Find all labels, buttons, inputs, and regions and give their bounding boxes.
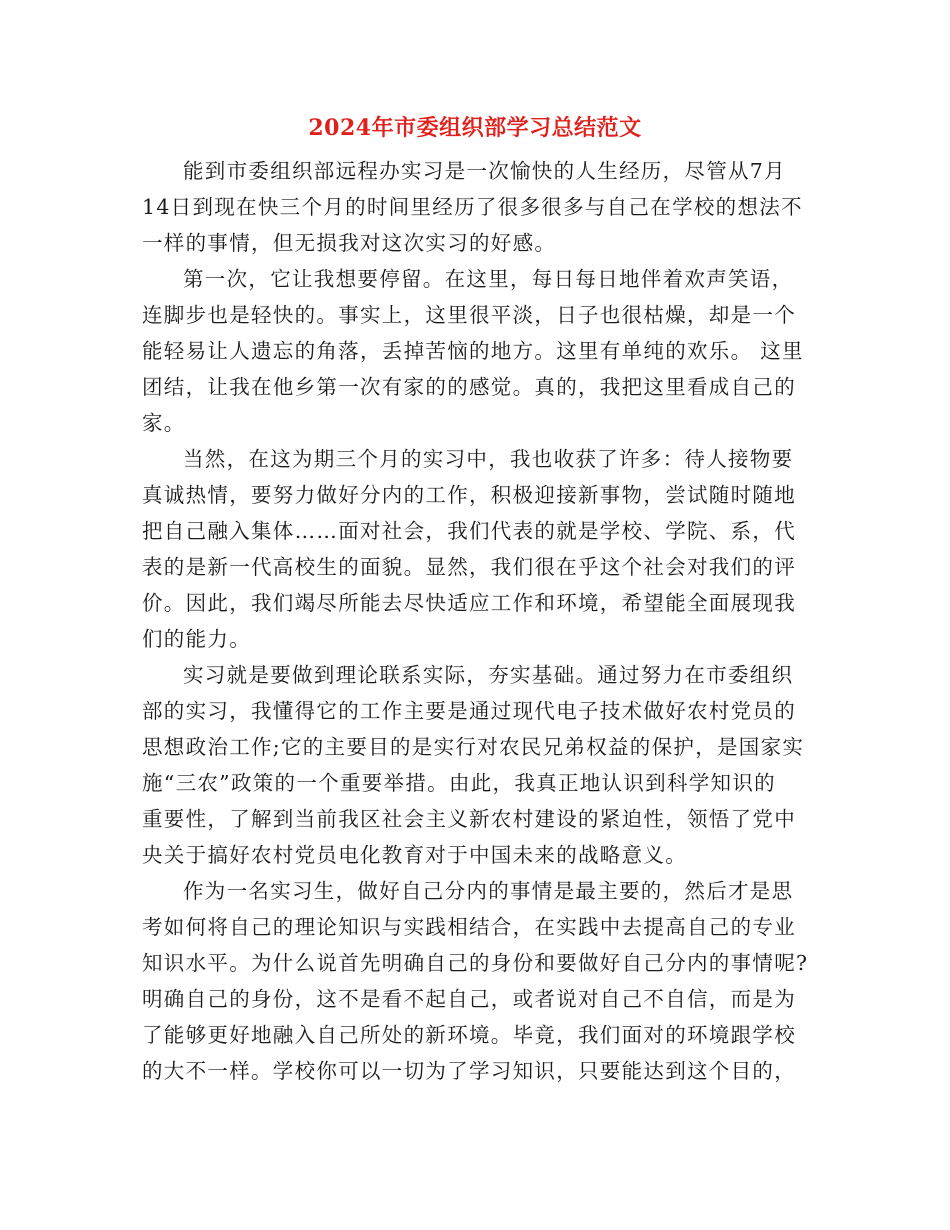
paragraph-2 xyxy=(142,261,802,441)
text-line: 14日到现在快三个月的时间里经历了很多很多与自己在学校的想法不 xyxy=(142,195,803,219)
text-line: 们的能力。 xyxy=(142,627,251,651)
text-line: 表的是新一代高校生的面貌。显然，我们很在乎这个社会对我们的评 xyxy=(142,555,796,579)
paragraph-3 xyxy=(142,441,802,657)
text-line: 考如何将自己的理论知识与实践相结合，在实践中去提高自己的专业 xyxy=(142,915,796,939)
text-line: 央关于搞好农村党员电化教育对于中国未来的战略意义。 xyxy=(142,843,687,867)
text-line: 重要性，了解到当前我区社会主义新农村建设的紧迫性，领悟了党中 xyxy=(142,807,796,831)
text-line: 知识水平。为什么说首先明确自己的身份和要做好自己分内的事情呢? xyxy=(142,951,809,975)
text-line: 家。 xyxy=(142,411,186,435)
text-line: 真诚热情，要努力做好分内的工作，积极迎接新事物，尝试随时随地 xyxy=(142,483,796,507)
text-line: 明确自己的身份，这不是看不起自己，或者说对自己不自信，而是为 xyxy=(142,987,796,1011)
paragraph-5 xyxy=(142,873,809,1089)
text-line: 一样的事情，但无损我对这次实习的好感。 xyxy=(142,231,557,255)
text-line: 把自己融入集体……面对社会，我们代表的就是学校、学院、系，代 xyxy=(142,519,796,543)
text-line: 能轻易让人遗忘的角落，丢掉苦恼的地方。这里有单纯的欢乐。 这里 xyxy=(142,339,804,363)
text-line: 第一次，它让我想要停留。在这里，每日每日地伴着欢声笑语， xyxy=(183,267,794,291)
text-line: 了能够更好地融入自己所处的新环境。毕竟，我们面对的环境跟学校 xyxy=(142,1023,796,1047)
text-line: 能到市委组织部远程办实习是一次愉快的人生经历，尽管从7月 xyxy=(183,159,786,183)
paragraph-1 xyxy=(142,153,802,261)
text-line: 部的实习，我懂得它的工作主要是通过现代电子技术做好农村党员的 xyxy=(142,699,796,723)
text-line: 施“三农”政策的一个重要举措。由此，我真正地认识到科学知识的 xyxy=(142,771,776,795)
text-line: 价。因此，我们竭尽所能去尽快适应工作和环境，希望能全面展现我 xyxy=(142,591,796,615)
text-line: 的大不一样。学校你可以一切为了学习知识，只要能达到这个目的， xyxy=(142,1059,796,1083)
document-body xyxy=(142,153,809,1089)
text-line: 作为一名实习生，做好自己分内的事情是最主要的，然后才是思 xyxy=(183,879,794,903)
text-line: 实习就是要做到理论联系实际，夯实基础。通过努力在市委组织 xyxy=(183,663,794,687)
text-line: 思想政治工作;它的主要目的是实行对农民兄弟权益的保护，是国家实 xyxy=(142,735,805,759)
text-line: 连脚步也是轻快的。事实上，这里很平淡，日子也很枯燥，却是一个 xyxy=(142,303,796,327)
text-line: 团结，让我在他乡第一次有家的的感觉。真的，我把这里看成自己的 xyxy=(142,375,796,399)
document-title: 2024年市委组织部学习总结范文 xyxy=(308,115,642,141)
text-line: 当然，在这为期三个月的实习中，我也收获了许多：待人接物要 xyxy=(183,447,794,471)
paragraph-4 xyxy=(142,657,805,873)
